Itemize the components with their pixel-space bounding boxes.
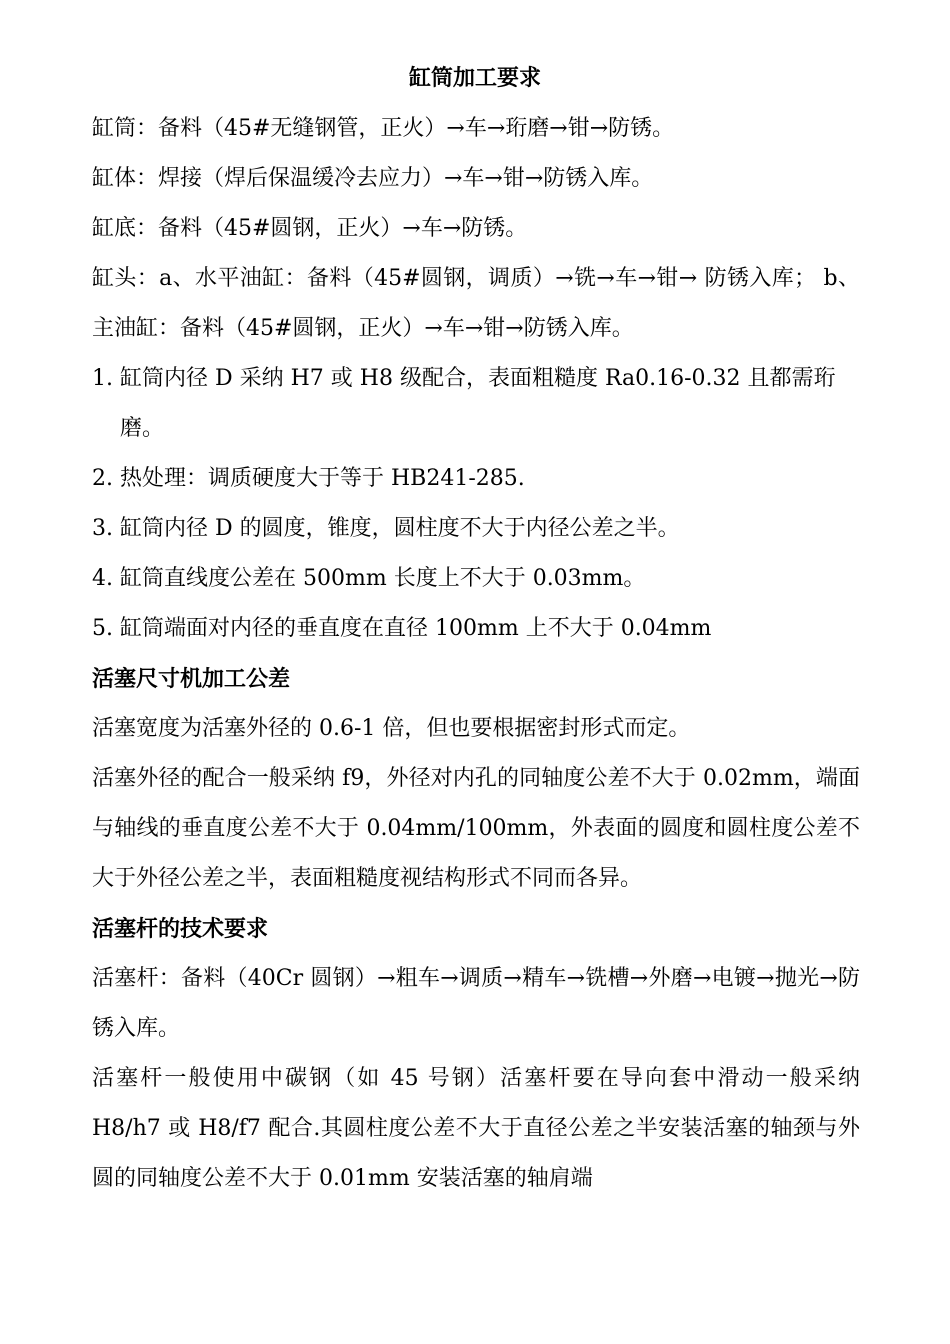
process-cylinder-body: 缸体：焊接（焊后保温缓冷去应力）→车→钳→防锈入库。 [92,166,654,191]
document-body [92,104,860,1204]
requirement-text: 缸筒端面对内径的垂直度在直径 100mm 上不大于 0.04mm [120,616,712,641]
requirement-item-4 [92,554,860,604]
section-heading-piston: 活塞尺寸机加工公差 [92,666,291,692]
requirement-item-1 [92,354,860,454]
requirement-text: 缸筒内径 D 的圆度，锥度，圆柱度不大于内径公差之半。 [120,516,680,541]
document-title: 缸筒加工要求 [408,65,541,91]
piston-fit-text: 活塞外径的配合一般采纳 f9，外径对内孔的同轴度公差不大于 0.02mm，端面与轴线的垂直度公差不大于 0.04mm/100mm，外表面的圆度和圆柱度公差不大于外径公差之半，表面粗糙度视结构形式不同而各异。 [92,766,860,891]
requirement-item-5 [92,604,860,654]
requirement-item-3 [92,504,860,554]
process-cylinder-tube: 缸筒：备料（45#无缝钢管，正火）→车→珩磨→钳→防锈。 [92,116,675,141]
requirement-text: 缸筒直线度公差在 500mm 长度上不大于 0.03mm。 [120,566,646,591]
requirement-number: 1. [92,366,113,391]
requirement-item-2 [92,454,860,504]
requirement-text: 热处理：调质硬度大于等于 HB241-285. [120,466,525,491]
requirement-text: 缸筒内径 D 采纳 H7 或 H8 级配合，表面粗糙度 Ra0.16-0.32 且都需珩磨。 [120,366,836,441]
rod-material-text: 活塞杆一般使用中碳钢（如 45 号钢）活塞杆要在导向套中滑动一般采纳 H8/h7 或 H8/f7 配合.其圆柱度公差不大于直径公差之半安装活塞的轴颈与外圆的同轴度公差不大于 0.01mm 安装活塞的轴肩端 [92,1066,860,1191]
requirement-number: 3. [92,516,113,541]
process-cylinder-bottom: 缸底：备料（45#圆钢，正火）→车→防锈。 [92,216,528,241]
process-cylinder-head: 缸头：a、水平油缸：备料（45#圆钢，调质）→铣→车→钳→ 防锈入库； b、主油缸：备料（45#圆钢，正火）→车→钳→防锈入库。 [92,266,860,341]
rod-process-text: 活塞杆：备料（40Cr 圆钢）→粗车→调质→精车→铣槽→外磨→电镀→抛光→防锈入库。 [92,966,860,1041]
piston-width-text: 活塞宽度为活塞外径的 0.6-1 倍，但也要根据密封形式而定。 [92,716,691,741]
requirement-number: 2. [92,466,113,491]
requirement-number: 5. [92,616,113,641]
section-heading-rod: 活塞杆的技术要求 [92,916,269,942]
requirement-number: 4. [92,566,113,591]
